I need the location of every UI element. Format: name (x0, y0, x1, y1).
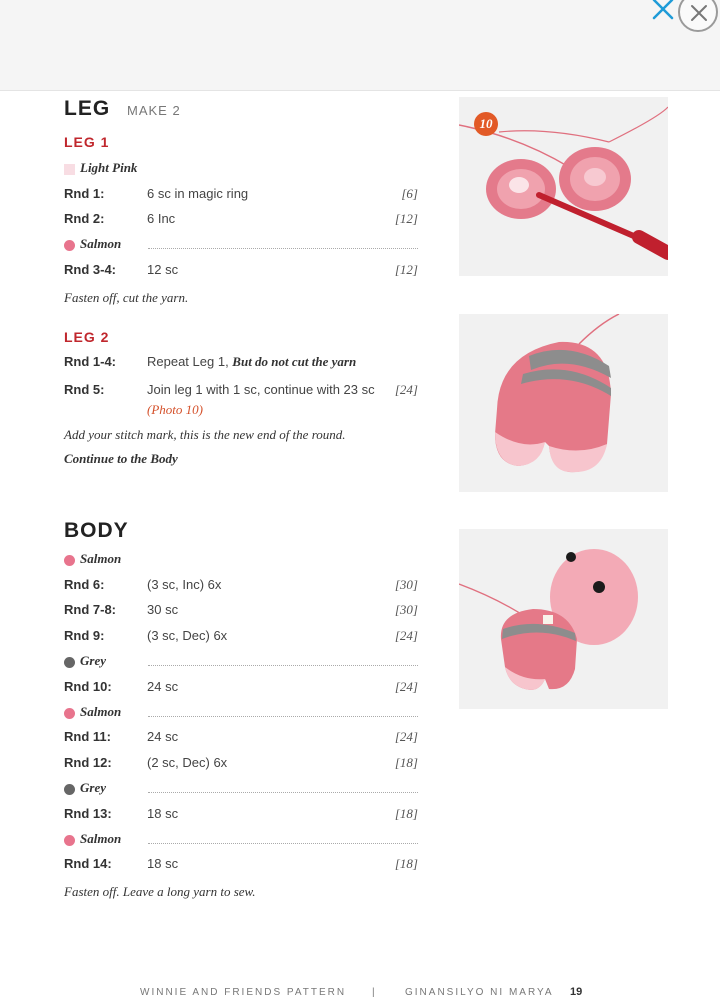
footer-author: GINANSILYO NI MARYA (405, 987, 554, 998)
round-instruction: 18 sc (147, 806, 179, 821)
color-name: Grey (80, 653, 106, 668)
round-row (64, 262, 418, 282)
color-change-grey (64, 653, 418, 673)
color-name: Salmon (80, 236, 122, 251)
leg1-heading: LEG 1 (64, 134, 110, 150)
round-instruction: 18 sc (147, 856, 179, 871)
round-label: Rnd 1-4: (64, 354, 116, 369)
round-instruction: Join leg 1 with 1 sc, continue with 23 sc (147, 382, 375, 397)
color-change-salmon (64, 236, 418, 256)
instruction-text: Repeat Leg 1, (147, 354, 233, 369)
round-row (64, 679, 418, 699)
dotted-leader (148, 665, 418, 666)
color-change-salmon (64, 704, 418, 724)
salmon-dot (64, 835, 75, 846)
page-number: 19 (570, 986, 583, 998)
round-label: Rnd 13: (64, 806, 112, 821)
photo-number-badge: 10 (474, 112, 498, 136)
color-change-grey (64, 780, 418, 800)
fasten-off-note: Fasten off, cut the yarn. (64, 290, 189, 305)
round-row (64, 577, 418, 597)
color-name: Salmon (80, 551, 122, 566)
salmon-dot (64, 240, 75, 251)
color-change-salmon (64, 551, 418, 571)
round-row (64, 186, 418, 206)
photo-joined-legs (459, 314, 668, 492)
round-instruction: (2 sc, Dec) 6x (147, 755, 228, 770)
round-label: Rnd 12: (64, 755, 112, 770)
color-change-salmon (64, 831, 418, 851)
round-instruction: 12 sc (147, 262, 179, 277)
stitch-count: [18] (394, 806, 418, 821)
stitch-count: [12] (394, 211, 418, 226)
round-row (64, 806, 418, 826)
color-name: Salmon (80, 831, 122, 846)
round-row (64, 602, 418, 622)
stitch-count: [6] (401, 186, 418, 201)
round-instruction: (3 sc, Dec) 6x (147, 628, 228, 643)
footer-pattern-name: WINNIE AND FRIENDS PATTERN (140, 987, 347, 998)
salmon-dot (64, 708, 75, 719)
stitch-count: [24] (394, 729, 418, 744)
viewer-top-bar (0, 0, 720, 91)
round-row (64, 729, 418, 749)
photo-reference: (Photo 10) (147, 402, 203, 417)
round-label: Rnd 14: (64, 856, 112, 871)
dotted-leader (148, 716, 418, 717)
round-label: Rnd 10: (64, 679, 112, 694)
round-instruction (147, 354, 356, 370)
dotted-leader (148, 843, 418, 844)
stitch-count: [18] (394, 755, 418, 770)
grey-dot (64, 657, 75, 668)
round-instruction: 24 sc (147, 729, 179, 744)
photo-leg-circles (459, 97, 668, 276)
color-name: Salmon (80, 704, 122, 719)
footer-separator: | (372, 987, 377, 998)
light-pink-swatch (64, 164, 75, 175)
round-instruction: 6 sc in magic ring (147, 186, 249, 201)
photo-body-with-head (459, 529, 668, 709)
body-fasten-note: Fasten off. Leave a long yarn to sew. (64, 884, 256, 899)
dotted-leader (148, 248, 418, 249)
color-name: Grey (80, 780, 106, 795)
continue-note: Continue to the Body (64, 451, 178, 466)
salmon-dot (64, 555, 75, 566)
stitch-count: [24] (394, 679, 418, 694)
round-label: Rnd 1: (64, 186, 105, 201)
body-heading: BODY (64, 519, 129, 542)
dotted-leader (148, 792, 418, 793)
round-instruction: 24 sc (147, 679, 179, 694)
leg-heading: LEG (64, 97, 111, 120)
stitch-count: [30] (394, 602, 418, 617)
round-label: Rnd 6: (64, 577, 105, 592)
stitch-count: [24] (394, 382, 418, 397)
color-change-light-pink (64, 160, 418, 180)
round-instruction: (3 sc, Inc) 6x (147, 577, 222, 592)
round-row (64, 628, 418, 648)
round-label: Rnd 9: (64, 628, 105, 643)
leg-subheading: MAKE 2 (127, 103, 181, 118)
round-row (64, 382, 418, 402)
color-name: Light Pink (80, 160, 138, 175)
stitch-count: [12] (394, 262, 418, 277)
round-label: Rnd 7-8: (64, 602, 116, 617)
round-instruction: 6 Inc (147, 211, 176, 226)
round-instruction: 30 sc (147, 602, 179, 617)
round-row (64, 856, 418, 876)
stitch-count: [18] (394, 856, 418, 871)
round-label: Rnd 3-4: (64, 262, 116, 277)
grey-dot (64, 784, 75, 795)
stitch-count: [30] (394, 577, 418, 592)
stitch-mark-note: Add your stitch mark, this is the new end of the round. (64, 427, 346, 442)
round-row (64, 755, 418, 775)
round-label: Rnd 5: (64, 382, 105, 397)
close-x-icon[interactable] (650, 0, 676, 22)
leg2-heading: LEG 2 (64, 329, 110, 345)
round-label: Rnd 11: (64, 729, 111, 744)
round-row (64, 354, 418, 374)
round-label: Rnd 2: (64, 211, 105, 226)
round-row (64, 211, 418, 231)
stitch-count: [24] (394, 628, 418, 643)
instruction-emphasis: But do not cut the yarn (232, 354, 357, 369)
